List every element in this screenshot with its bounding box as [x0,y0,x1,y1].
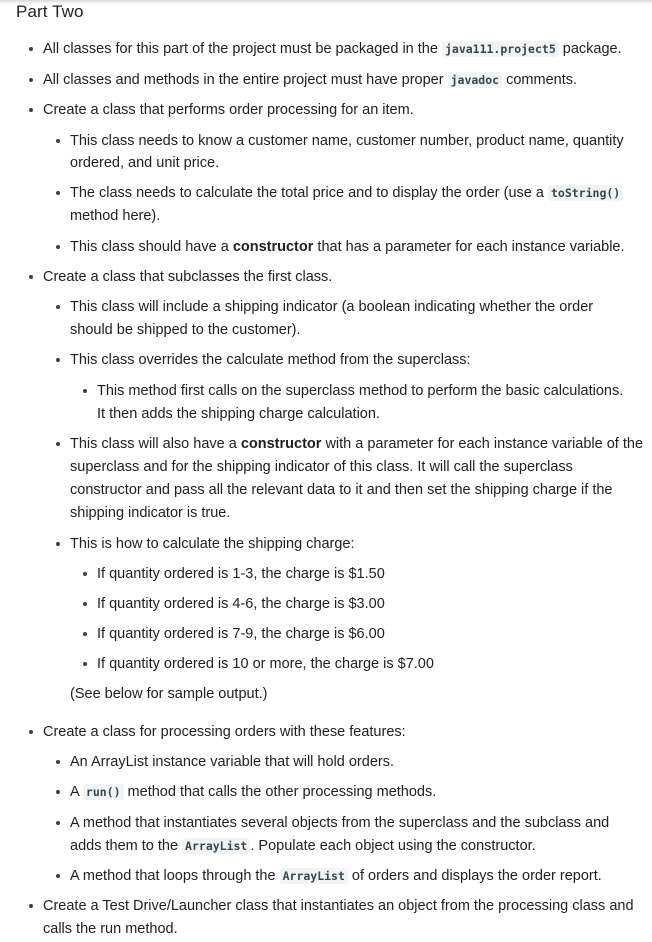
list-item [43,38,622,61]
list-item: This class will include a shipping indicator (a boolean indicating whether the order [70,299,594,315]
list-item: A method that instantiates several objects from the superclass and the subclass and [70,815,610,831]
inline-code: ArrayList [182,838,250,854]
bullet [56,305,60,309]
bullet [56,790,60,794]
inline-code: run() [83,784,124,800]
list-item-text: method that calls the other processing methods. [123,784,437,800]
bullet [56,821,60,825]
inline-code: java111.project5 [442,41,559,57]
bullet [56,542,60,546]
list-item: This method first calls on the superclass method to perform the basic calculations. [97,383,624,399]
bullet [56,358,60,362]
list-item-continuation: superclass and for the shipping indicator of this class. It will call the superclass [70,459,573,475]
bullet [29,275,33,279]
bullet [29,78,33,82]
list-item-text: A [70,784,83,800]
bullet [83,632,87,636]
list-item [43,69,577,92]
list-item: If quantity ordered is 1-3, the charge is $1.50 [97,566,385,582]
inline-code: ArrayList [280,868,348,884]
list-item: This class overrides the calculate method from the superclass: [70,352,471,368]
bullet [56,442,60,446]
list-item-text: that has a parameter for each instance variable. [313,239,625,255]
list-item [70,781,436,804]
bullet [56,139,60,143]
list-item-continuation: shipping indicator is true. [70,505,231,521]
bullet [83,662,87,666]
bullet [56,760,60,764]
bold-term: constructor [240,436,322,452]
list-item-text: adds them to the [70,838,183,854]
list-item-text: of orders and displays the order report. [347,868,602,884]
list-item-continuation: calls the run method. [43,921,178,937]
bullet [29,730,33,734]
list-item: This class needs to know a customer name, customer number, product name, quantity [70,133,624,149]
bullet [29,904,33,908]
list-item-continuation: ordered, and unit price. [70,155,220,171]
bullet [56,245,60,249]
list-item-text: All classes and methods in the entire project must have proper [43,72,448,88]
list-item: An ArrayList instance variable that will hold orders. [70,754,394,770]
bullet [29,108,33,112]
list-item: Create a class for processing orders with these features: [43,724,406,740]
list-item-text: with a parameter for each instance variable of the [321,436,644,452]
list-item-continuation [70,835,536,858]
list-item [70,236,625,259]
list-item: If quantity ordered is 4-6, the charge is $3.00 [97,596,385,612]
list-item-text: This class should have a [70,239,233,255]
list-item-text: comments. [502,72,578,88]
inline-code: toString() [548,185,623,201]
list-item-text: . Populate each object using the constructor. [250,838,536,854]
list-item-continuation: constructor and pass all the relevant data to it and then set the shipping charge if the [70,482,613,498]
top-shadow [0,0,652,4]
list-item [70,865,602,888]
inline-code: javadoc [448,72,502,88]
bullet [29,47,33,51]
list-item: If quantity ordered is 10 or more, the charge is $7.00 [97,656,434,672]
list-item-text: The class needs to calculate the total price and to display the order (use a [70,185,548,201]
bold-term: constructor [232,239,314,255]
list-item-text: package. [558,41,622,57]
list-item-text: This class will also have a [70,436,241,452]
section-heading: Part Two [16,2,84,21]
list-item-continuation: should be shipped to the customer). [70,322,301,338]
list-item: Create a Test Drive/Launcher class that instantiates an object from the processing class and [43,898,634,914]
list-item-text: All classes for this part of the project must be packaged in the [43,41,442,57]
note-text: (See below for sample output.) [70,686,268,702]
list-item-continuation: method here). [70,208,161,224]
list-item [70,182,623,205]
bullet [83,572,87,576]
list-item [70,433,643,456]
list-item-continuation: It then adds the shipping charge calculation. [97,406,380,422]
list-item: Create a class that subclasses the first class. [43,269,333,285]
list-item: Create a class that performs order processing for an item. [43,102,414,118]
bullet [83,389,87,393]
bullet [83,602,87,606]
list-item-text: A method that loops through the [70,868,280,884]
bullet [56,191,60,195]
list-item: This is how to calculate the shipping charge: [70,536,355,552]
bullet [56,874,60,878]
list-item: If quantity ordered is 7-9, the charge is $6.00 [97,626,385,642]
